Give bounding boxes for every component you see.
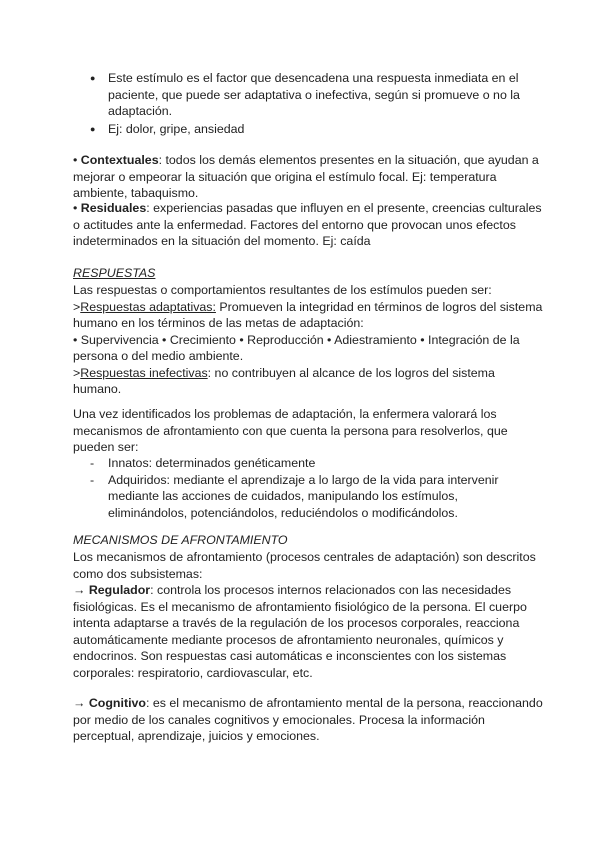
respuestas-section — [73, 282, 543, 398]
adaptativas-term: Respuestas adaptativas: — [80, 299, 216, 314]
intro-bullet-1: ● Este estímulo es el factor que desencadena una respuesta inmediata en el paciente, que puede ser adaptativa o inefectiva, según si promueve o no la adaptación. — [90, 70, 530, 120]
residuales-text: : experiencias pasadas que influyen en el presente, creencias culturales o actitudes ante la enfermedad. Factores del entorno que provocan unos efectos indeterminados en la situación del momento. Ej: caída — [73, 201, 542, 248]
residuales-paragraph — [73, 200, 543, 250]
respuestas-heading: RESPUESTAS — [73, 266, 156, 280]
intro-bullet-list — [90, 70, 530, 138]
regulador-paragraph — [73, 582, 543, 681]
contextuales-text: : todos los demás elementos presentes en la situación, que ayudan a mejorar o empeorar la situación que origina el estímulo focal. Ej: temperatura ambiente, tabaquismo. — [73, 153, 539, 200]
afrontamiento-item-innatos: - Innatos: determinados genéticamente — [90, 455, 530, 472]
inefectivas-prefix: > — [73, 365, 81, 380]
adaptativas-list: • Supervivencia • Crecimiento • Reproducción • Adiestramiento • Integración de la persona o del medio ambiente. — [73, 332, 520, 363]
cognitivo-term: Cognitivo — [88, 696, 146, 710]
regulador-term: Regulador — [88, 583, 151, 597]
adaptativas-prefix: > — [73, 299, 81, 314]
mecanismos-intro: Los mecanismos de afrontamiento (procesos centrales de adaptación) son descritos como dos subsistemas: — [73, 550, 536, 581]
inefectivas-term: Respuestas inefectivas — [80, 365, 208, 380]
adaptativas-text: Promueven la integridad en términos de logros del sistema humano en los términos de las metas de adaptación: — [73, 299, 543, 330]
residuales-term: Residuales — [80, 201, 147, 215]
cognitivo-paragraph — [73, 695, 543, 745]
inefectivas-paragraph — [73, 365, 543, 398]
residuales-bullet: • — [73, 201, 81, 215]
contextuales-paragraph — [73, 152, 543, 202]
afrontamiento-intro: Una vez identificados los problemas de adaptación, la enfermera valorará los mecanismos de afrontamiento con que cuenta la persona para resolverlos, que pueden ser: — [73, 407, 508, 454]
regulador-text: : controla los procesos internos relacionados con las necesidades fisiológicas. Es el mecanismo de afrontamiento fisiológico de la persona. El cuerpo intenta adaptarse a través de la regulación de los procesos corporales, reacciona automáticamente mediante procesos de afrontamiento neuronales, químicos y endocrinos. Son respuestas casi automáticas e inconscientes con los sistemas corporales: respiratorio, cardiovascular, etc. — [73, 583, 527, 680]
inefectivas-text: : no contribuyen al alcance de los logros del sistema humano. — [73, 365, 495, 396]
afrontamiento-list — [90, 455, 530, 521]
contextuales-term: Contextuales — [80, 153, 159, 167]
respuestas-intro: Las respuestas o comportamientos resultantes de los estímulos pueden ser: — [73, 283, 492, 297]
cognitivo-arrow: → — [73, 696, 89, 710]
afrontamiento-item-adquiridos: - Adquiridos: mediante el aprendizaje a lo largo de la vida para intervenir mediante las acciones de cuidados, manipulando los estímulos, eliminándolos, potenciándolos, reduciéndolos o modificándolos. — [90, 472, 530, 522]
contextuales-bullet: • — [73, 153, 81, 167]
intro-bullet-2: ● Ej: dolor, gripe, ansiedad — [90, 121, 530, 138]
adaptativas-paragraph — [73, 299, 543, 332]
regulador-arrow: → — [73, 583, 89, 597]
mecanismos-heading: MECANISMOS DE AFRONTAMIENTO — [73, 533, 288, 547]
cognitivo-text: : es el mecanismo de afrontamiento mental de la persona, reaccionando por medio de los canales cognitivos y emocionales. Procesa la información perceptual, aprendizaje, juicios y emociones. — [73, 696, 543, 743]
